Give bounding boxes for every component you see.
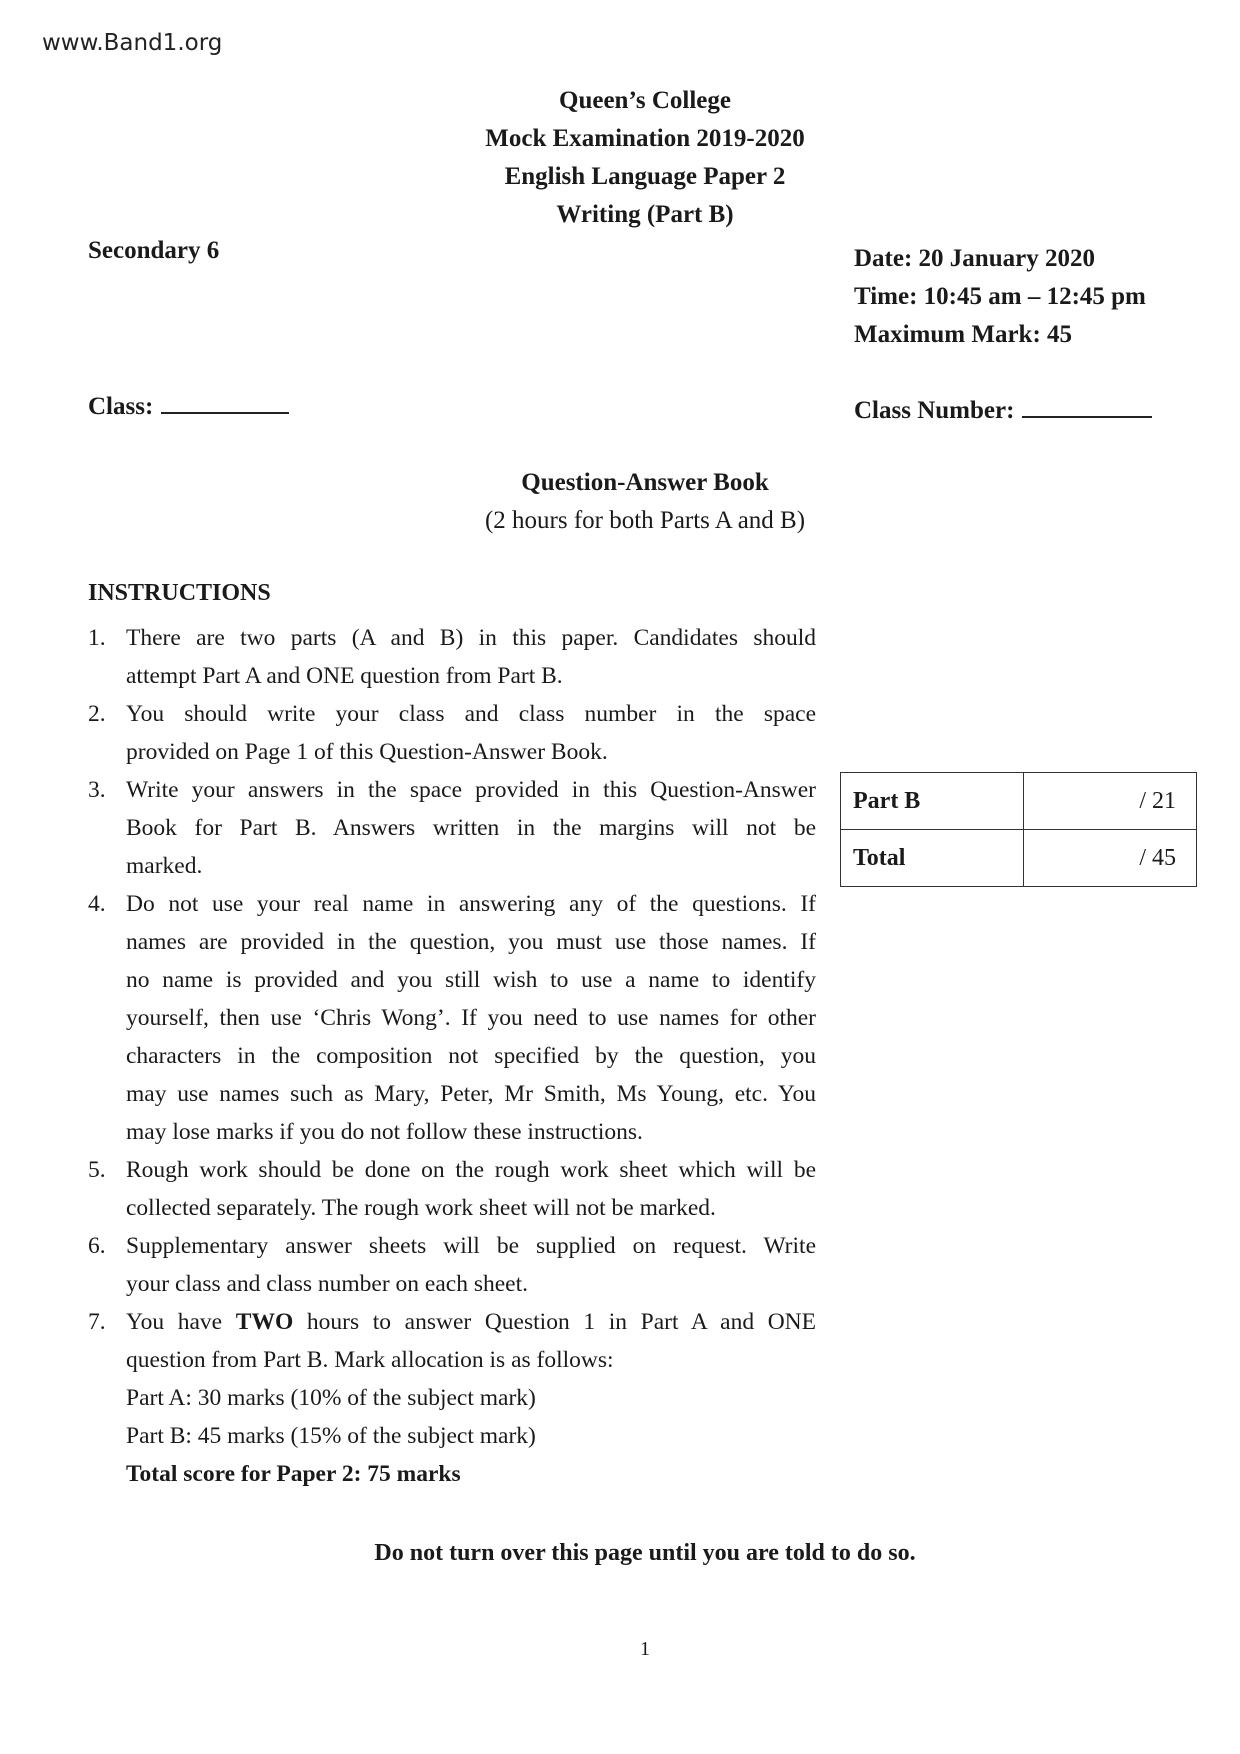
score-table: [840, 772, 1197, 887]
part-a-allocation: Part A: 30 marks (10% of the subject mark): [126, 1385, 536, 1411]
instruction-line: provided on Page 1 of this Question-Answer Book.: [126, 739, 608, 765]
exam-meta: [854, 240, 1146, 354]
class-number-field[interactable]: [854, 394, 1152, 425]
instruction-line: Book for Part B. Answers written in the margins will not be: [126, 815, 816, 841]
item-number: 5.: [88, 1157, 106, 1183]
instruction-line: characters in the composition not specified by the question, you: [126, 1043, 816, 1069]
page-number: 1: [640, 1638, 650, 1660]
class-field[interactable]: [88, 390, 289, 421]
instruction-item: [88, 695, 816, 771]
book-title: Question-Answer Book: [521, 469, 769, 496]
class-number-blank[interactable]: [1022, 394, 1152, 418]
watermark-url: www.Band1.org: [42, 30, 223, 56]
instruction-line: yourself, then use ‘Chris Wong’. If you need to use names for other: [126, 1005, 816, 1031]
text: hours to answer Question 1 in Part A and ONE: [293, 1309, 816, 1335]
instruction-item: [88, 1227, 816, 1303]
instruction-line: Do not use your real name in answering any of the questions. If: [126, 891, 816, 917]
instruction-item: [88, 1303, 816, 1493]
instruction-item: [88, 1151, 816, 1227]
school-name: Queen’s College: [559, 87, 731, 114]
instruction-line: Supplementary answer sheets will be supplied on request. Write: [126, 1233, 816, 1259]
instruction-line: names are provided in the question, you must use those names. If: [126, 929, 816, 955]
class-blank[interactable]: [161, 390, 289, 414]
instruction-line: [126, 1303, 816, 1341]
item-number: 2.: [88, 701, 106, 727]
footer-notice: Do not turn over this page until you are told to do so.: [374, 1540, 916, 1566]
instruction-line: There are two parts (A and B) in this paper. Candidates should: [126, 625, 816, 651]
score-label: Part B: [841, 773, 1024, 830]
score-label: Total: [841, 830, 1024, 887]
instruction-item: [88, 771, 816, 885]
instruction-line: You should write your class and class number in the space: [126, 701, 816, 727]
instruction-line: marked.: [126, 853, 203, 879]
instruction-line: Rough work should be done on the rough work sheet which will be: [126, 1157, 816, 1183]
exam-header: [0, 82, 1240, 234]
score-row: [841, 773, 1197, 830]
paper-title: English Language Paper 2: [504, 163, 786, 190]
exam-date: Date: 20 January 2020: [854, 245, 1095, 272]
max-mark: Maximum Mark: 45: [854, 321, 1073, 348]
instruction-line: Write your answers in the space provided in this Question-Answer: [126, 777, 816, 803]
item-number: 1.: [88, 625, 106, 651]
total-score: Total score for Paper 2: 75 marks: [126, 1461, 461, 1487]
text: You have: [126, 1309, 236, 1335]
instruction-item: [88, 619, 816, 695]
item-number: 6.: [88, 1233, 106, 1259]
instruction-line: collected separately. The rough work sheet will not be marked.: [126, 1195, 716, 1221]
exam-time: Time: 10:45 am – 12:45 pm: [854, 283, 1146, 310]
instructions-list: [88, 619, 816, 1493]
instruction-line: may lose marks if you do not follow these instructions.: [126, 1119, 643, 1145]
part-b-allocation: Part B: 45 marks (15% of the subject mark): [126, 1423, 536, 1449]
level-label: Secondary 6: [88, 237, 220, 264]
class-number-label: Class Number:: [854, 397, 1015, 424]
part-title: Writing (Part B): [556, 201, 734, 228]
score-value: / 45: [1024, 830, 1197, 887]
item-number: 3.: [88, 777, 106, 803]
instruction-line: may use names such as Mary, Peter, Mr Smith, Ms Young, etc. You: [126, 1081, 816, 1107]
instruction-line: attempt Part A and ONE question from Part B.: [126, 663, 563, 689]
item-number: 4.: [88, 891, 106, 917]
book-subtitle: (2 hours for both Parts A and B): [484, 507, 806, 534]
instructions-heading: INSTRUCTIONS: [88, 580, 271, 606]
exam-title: Mock Examination 2019-2020: [485, 125, 805, 152]
score-value: / 21: [1024, 773, 1197, 830]
class-label: Class:: [88, 393, 154, 420]
instruction-item: [88, 885, 816, 1151]
instruction-line: question from Part B. Mark allocation is as follows:: [126, 1347, 614, 1373]
item-number: 7.: [88, 1309, 106, 1335]
emphasis: TWO: [235, 1309, 294, 1335]
instruction-line: no name is provided and you still wish to use a name to identify: [126, 967, 816, 993]
instruction-line: your class and class number on each sheet.: [126, 1271, 528, 1297]
score-row: [841, 830, 1197, 887]
